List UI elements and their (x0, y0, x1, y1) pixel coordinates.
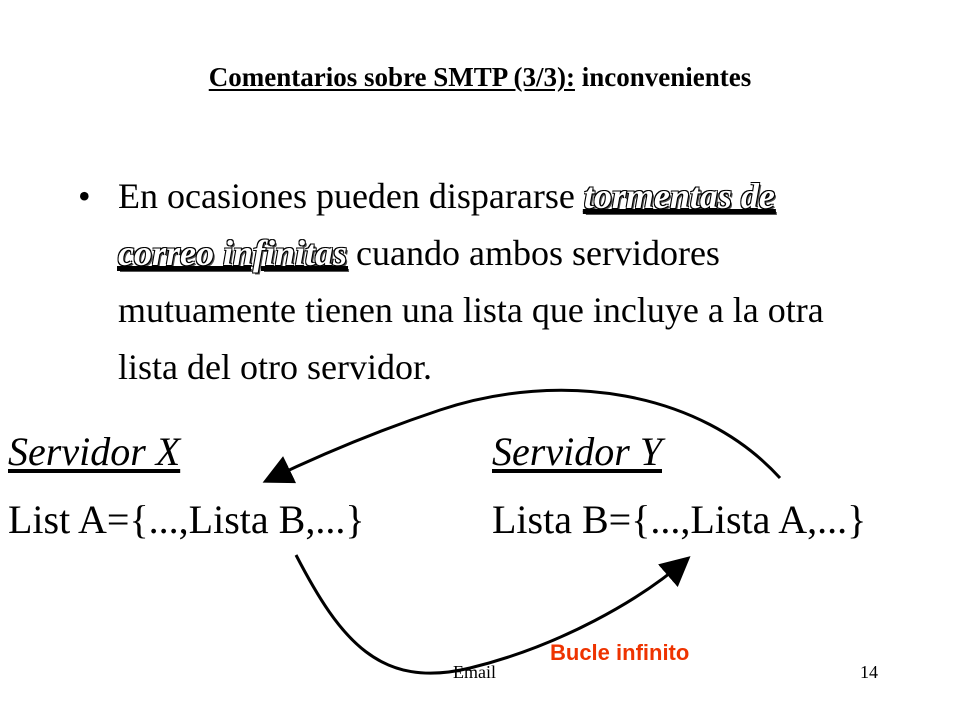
bullet-marker: • (78, 176, 91, 216)
server-y-list: Lista B={...,Lista A,...} (492, 497, 867, 542)
server-x-list: List A={...,Lista B,...} (8, 497, 365, 542)
server-y-name: Servidor Y (492, 429, 662, 474)
top-arrow (268, 390, 780, 480)
title-main: Comentarios sobre SMTP (3/3): (208, 62, 575, 92)
bullet-text-post: cuando ambos servidores mutuamente tienen una lista que incluye a la otra lista del otro servidor. (118, 233, 824, 387)
footer-label: Email (453, 662, 496, 682)
loop-label: Bucle infinito (550, 640, 690, 665)
bullet-emphasis: tormentas de correo infinitas (118, 176, 775, 273)
bullet-text-pre: En ocasiones pueden dispararse (118, 176, 584, 216)
page-number: 14 (860, 662, 878, 682)
title-rest: inconvenientes (574, 62, 752, 92)
server-x-name: Servidor X (8, 429, 181, 474)
